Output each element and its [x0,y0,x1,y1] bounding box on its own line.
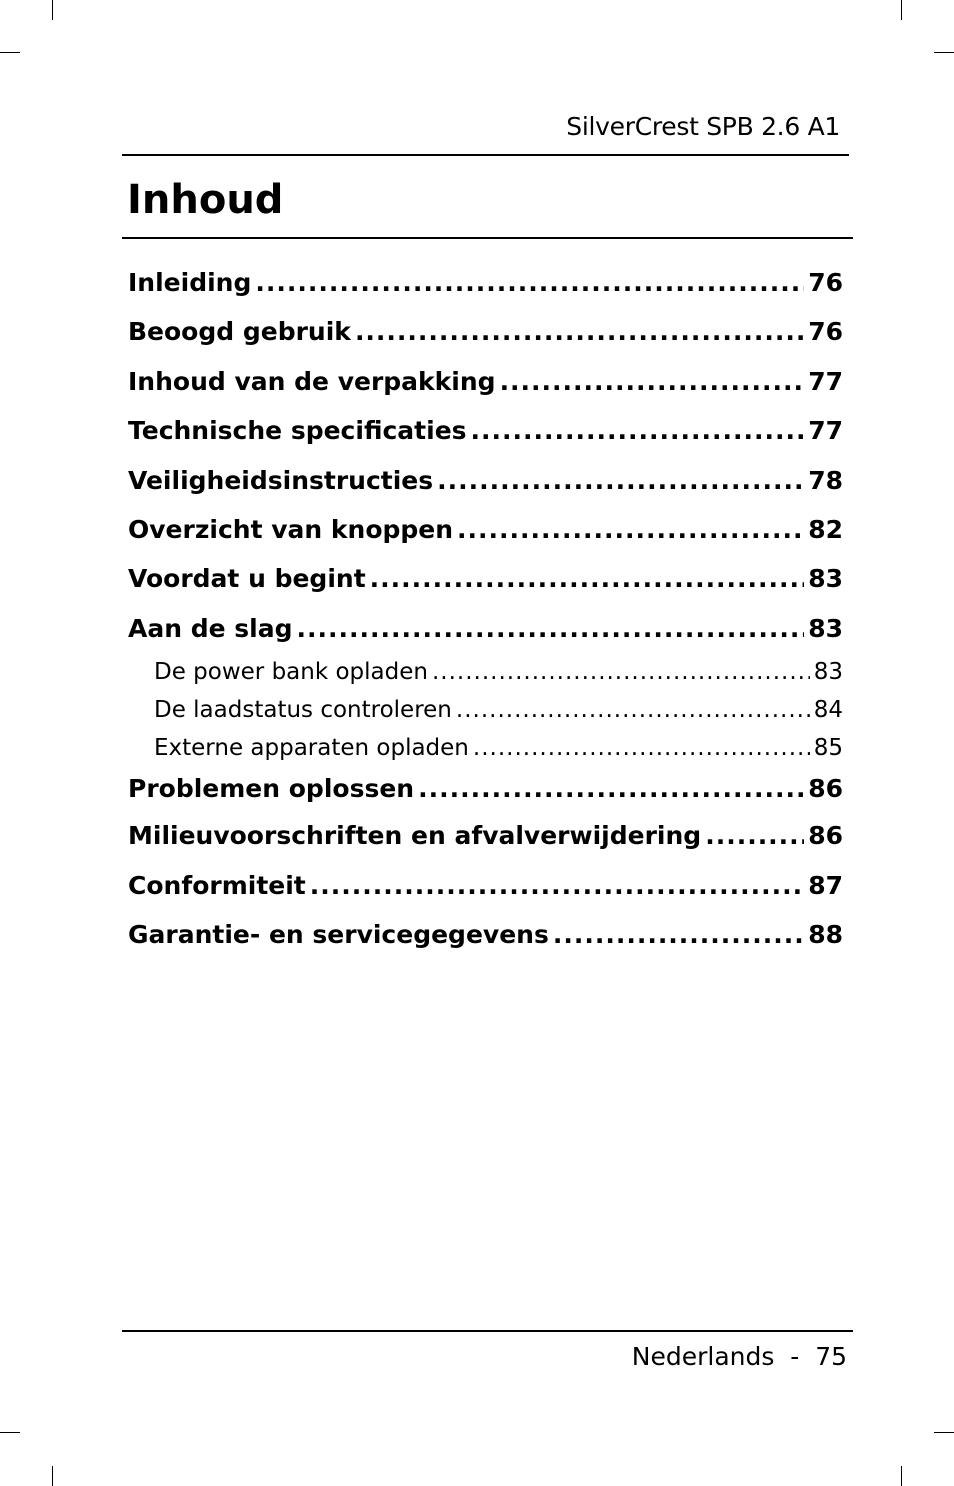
toc-entry-label: Voordat u begint [128,564,366,594]
toc-leader [255,258,804,307]
toc-subentry-page: 84 [813,697,843,724]
toc-subentry-page: 85 [813,735,843,762]
toc-entry-label: Inhoud van de verpakking [128,366,496,396]
toc-entry[interactable] [128,357,843,406]
toc-entry[interactable] [128,767,843,811]
toc-entry-page: 77 [808,366,843,396]
toc-entry[interactable] [128,861,843,910]
toc-subentry-label: De laadstatus controleren [154,697,452,724]
toc-subentry-label: De power bank opladen [154,659,428,686]
header-product-name: SilverCrest SPB 2.6 A1 [566,112,840,141]
toc-entry-page: 86 [808,821,843,851]
toc-entry-page: 83 [808,613,843,643]
crop-mark [52,0,53,20]
toc-entry-page: 88 [808,919,843,949]
crop-mark [0,52,20,53]
toc-entry[interactable] [128,258,843,307]
toc-entry-label: Beoogd gebruik [128,317,351,347]
toc-leader [370,554,805,603]
toc-entry-label: Conformiteit [128,870,306,900]
toc-entry-page: 86 [808,774,843,804]
toc-leader [355,307,804,356]
toc-entry-label: Problemen oplossen [128,774,415,804]
toc-leader [457,505,804,554]
toc-leader [310,861,804,910]
toc-leader [432,653,810,691]
toc-entry-label: Veiligheidsinstructies [128,465,434,495]
toc-entry[interactable] [128,505,843,554]
toc-entry-label: Milieuvoorschriften en afvalverwijdering [128,821,702,851]
toc-leader [437,456,804,505]
toc-entry[interactable] [128,604,843,653]
toc-entry-page: 76 [808,317,843,347]
crop-mark [901,0,902,20]
toc-subentry-page: 83 [813,659,843,686]
toc-subentry-label: Externe apparaten opladen [154,735,469,762]
toc-entry[interactable] [128,554,843,603]
toc-entry[interactable] [128,406,843,455]
toc-leader [553,910,804,959]
header-rule [122,154,849,156]
page-title: Inhoud [127,177,284,223]
crop-mark [934,1432,954,1433]
toc-entry-page: 77 [808,416,843,446]
toc-entry-label: Inleiding [128,268,252,297]
toc-entry-page: 87 [808,870,843,900]
footer-page-info: Nederlands - 75 [631,1342,847,1371]
toc-entry-page: 76 [808,268,843,297]
table-of-contents [128,258,843,959]
toc-entry[interactable] [128,910,843,959]
toc-entry[interactable] [128,456,843,505]
toc-leader [473,729,810,767]
toc-subentry[interactable] [128,653,843,691]
crop-mark [934,52,954,53]
toc-leader [705,811,804,860]
toc-entry-label: Overzicht van knoppen [128,514,454,544]
crop-mark [52,1466,53,1486]
toc-leader [500,357,805,406]
title-rule [122,237,853,239]
footer-rule [122,1330,853,1332]
toc-leader [456,691,810,729]
crop-mark [0,1432,20,1433]
toc-subentry[interactable] [128,691,843,729]
toc-entry-label: Aan de slag [128,613,293,643]
toc-leader [418,767,804,811]
toc-entry[interactable] [128,307,843,356]
toc-subentry[interactable] [128,729,843,767]
toc-entry[interactable] [128,811,843,860]
crop-mark [901,1466,902,1486]
toc-entry-label: Technische specificaties [128,416,467,446]
toc-leader [471,406,805,455]
toc-entry-page: 78 [808,465,843,495]
toc-leader [297,604,805,653]
toc-entry-label: Garantie- en servicegegevens [128,919,549,949]
toc-entry-page: 82 [808,514,843,544]
toc-entry-page: 83 [808,564,843,594]
